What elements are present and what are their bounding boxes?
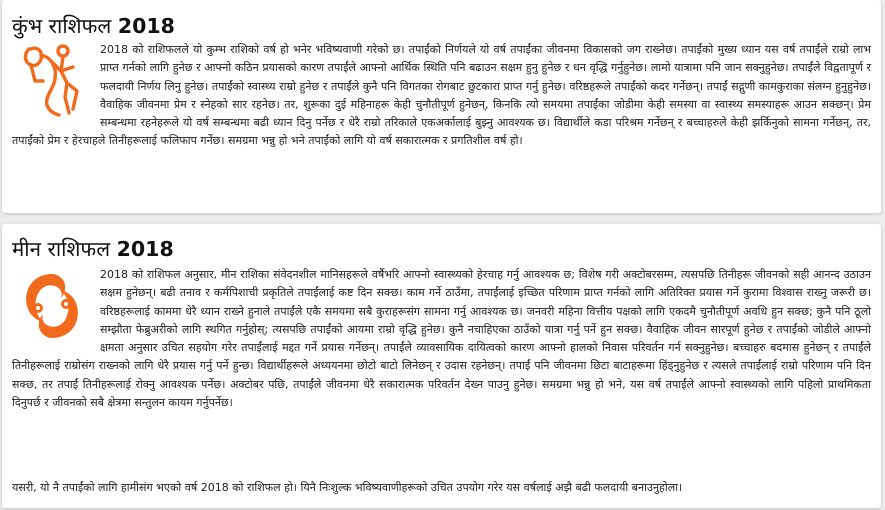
meen-title: मीन राशिफल [12, 237, 111, 261]
pisces-icon [12, 266, 92, 351]
aquarius-icon [12, 41, 92, 126]
meen-closing: यसरी, यो नै तपाईंको लागि हामीसंग भएको वर्ष 2018 को राशिफल हो। यिनै निःशुल्क भविष्यवाणीहरूको उचित उपयोग गरेर यस वर्षलाई अझै बढी फलदायी बनाउनुहोला। [12, 481, 683, 494]
kumbh-year: 2018 [117, 14, 175, 38]
meen-body [12, 266, 871, 412]
kumbh-body [12, 41, 871, 151]
kumbh-heading [12, 12, 175, 40]
meen-text: 2018 को राशिफल अनुसार, मीन राशिका संवेदनशील मानिसहरूले वर्षैभरि आफ्नो स्वास्थ्यको हेरचाह गर्नु आवश्यक छ; विशेष गरी अक्टोबरसम्म, त्यसपछि तिनीहरू जीवनको सही आनन्द उठाउन सक्षम हुनेछन्। बढी तनाव र कर्मपिशाची प्रकृतिले तपाईंलाई कष्ट दिन सक्छ। काम गर्ने ठाउँमा, तपाईंलाई इच्छित परिणाम प्राप्त गर्नको लागि अतिरिक्त प्रयास गर्ने कुरामा विश्वास राख्नु जरूरी छ। वरिष्ठहरूलाई काममा धेरै ध्यान राख्ने हुनाले तपाईंले एकै समयमा सबै कुराहरूसंग सामना गर्नु आवश्यक छ। जनवरी महिना वित्तीय पक्षको लागि एकदमै चुनौतीपूर्ण अवधि हुन सक्छ; कुनै पनि ठूलो सम्झौता फेब्रुअरीको लागि स्थगित गर्नुहोस्; त्यसपछि तपाईंको आयमा राम्रो वृद्धि हुनेछ। कुनै नचाहिएका ठाउँको यात्रा गर्नु पर्ने हुन सक्छ। वैवाहिक जीवन सारपूर्ण हुनेछ र तपाईंको जोडीले आफ्नो क्षमता अनुसार उचित सहयोग गरेर तपाईंलाई मद्दत गर्ने प्रयास गर्नेछन्। तपाईंले व्यावसायिक दायित्वको कारण आफ्नो हालको निवास परिवर्तन गर्न सक्नुहुनेछ। बच्चाहरु बदमास हुनेछन् र तपाईंले तिनीहरूलाई राम्रोसंग राख्नको लागि धेरै प्रयास गर्नु पर्ने हुन्छ। विद्यार्थीहरूले अध्ययनमा छोटो बाटो लिनेछन् र उदास रहनेछन्। तपाईं पनि जीवनमा छिटा बाटाहरूमा हिंड्नुहुनेछ र त्यसले तपाईंलाई राम्रो परिणाम पनि दिन सक्छ, तर तपाईं तिनीहरूलाई रोक्नु आवश्यक पर्नेछ। अक्टोबर पछि, तपाईंले जीवनमा धेरै सकारात्मक परिवर्तन देख्न पाउनु हुनेछ। समग्रमा भन्नु हो भने, यस वर्ष तपाईंले आफ्नो स्वास्थ्यको लागि पहिलो प्राथमिकता दिनुपर्छ र जीवनको सबै क्षेत्रमा सन्तुलन कायम गर्नुपर्नेछ। [12, 268, 871, 410]
kumbh-title: कुंभ राशिफल [12, 14, 112, 38]
kumbh-rashifal-card [2, 0, 881, 213]
meen-heading [12, 235, 174, 263]
kumbh-text: 2018 को राशिफलले यो कुम्भ राशिको वर्ष हो भनेर भविष्यवाणी गरेको छ। तपाईंको निर्णयले यो वर्ष तपाईंका जीवनमा विकासको जग राख्नेछ। तपाईंको मुख्य ध्यान यस वर्ष तपाईंले राम्रो लाभ प्राप्त गर्नको लागि हुनेछ र आफ्नो कठिन प्रयासको कारण तपाईंले आफ्नो आर्थिक स्थिति पनि बढाउन सक्षम हुनु हुनेछ र धन वृद्धि गर्नुहुनेछ। लामो यात्रामा पनि जान सक्नुहुनेछ। तपाईंले विद्वतापूर्ण र फलदायी निर्णय लिनु हुनेछ। तपाईंको स्वास्थ्य राम्रो हुनेछ र तपाईंले कुनै पनि विगतका रोगबाट छुटकारा प्राप्त गर्नु हुनेछ। वरिष्ठहरूले तपाईंको कदर गर्नेछन्। तपाईं सद्गुणी कामकुराका संलग्न हुनुहुनेछ। वैवाहिक जीवनमा प्रेम र स्नेहको सार रहनेछ। तर, शुरूका दुई महिनाहरू केही चुनौतीपूर्ण हुनेछन्, किनकि त्यो समयमा तपाईंका जोडीमा केही समस्या वा स्वास्थ्य समस्याहरू आउन सक्छन्। प्रेम सम्बन्धमा रहनेहरूले यो वर्ष सम्बन्धमा बढी ध्यान दिनु पर्नेछ र धेरै राम्रो तरिकाले एकअर्कालाई बुझ्नु आवश्यक छ। विद्यार्थीले कडा परिश्रम गर्नेछन् र बच्चाहरुले केही झर्किनुको सामना गर्नेछन्, तर, तपाईंको प्रेम र हेरचाहले तिनीहरूलाई फलिफाप गर्नेछ। समग्रमा भन्नु हो भने तपाईंको लागि यो वर्ष सकारात्मक र प्रगतिशील वर्ष हो। [12, 43, 871, 148]
meen-year: 2018 [116, 237, 174, 261]
meen-rashifal-card [2, 224, 881, 508]
